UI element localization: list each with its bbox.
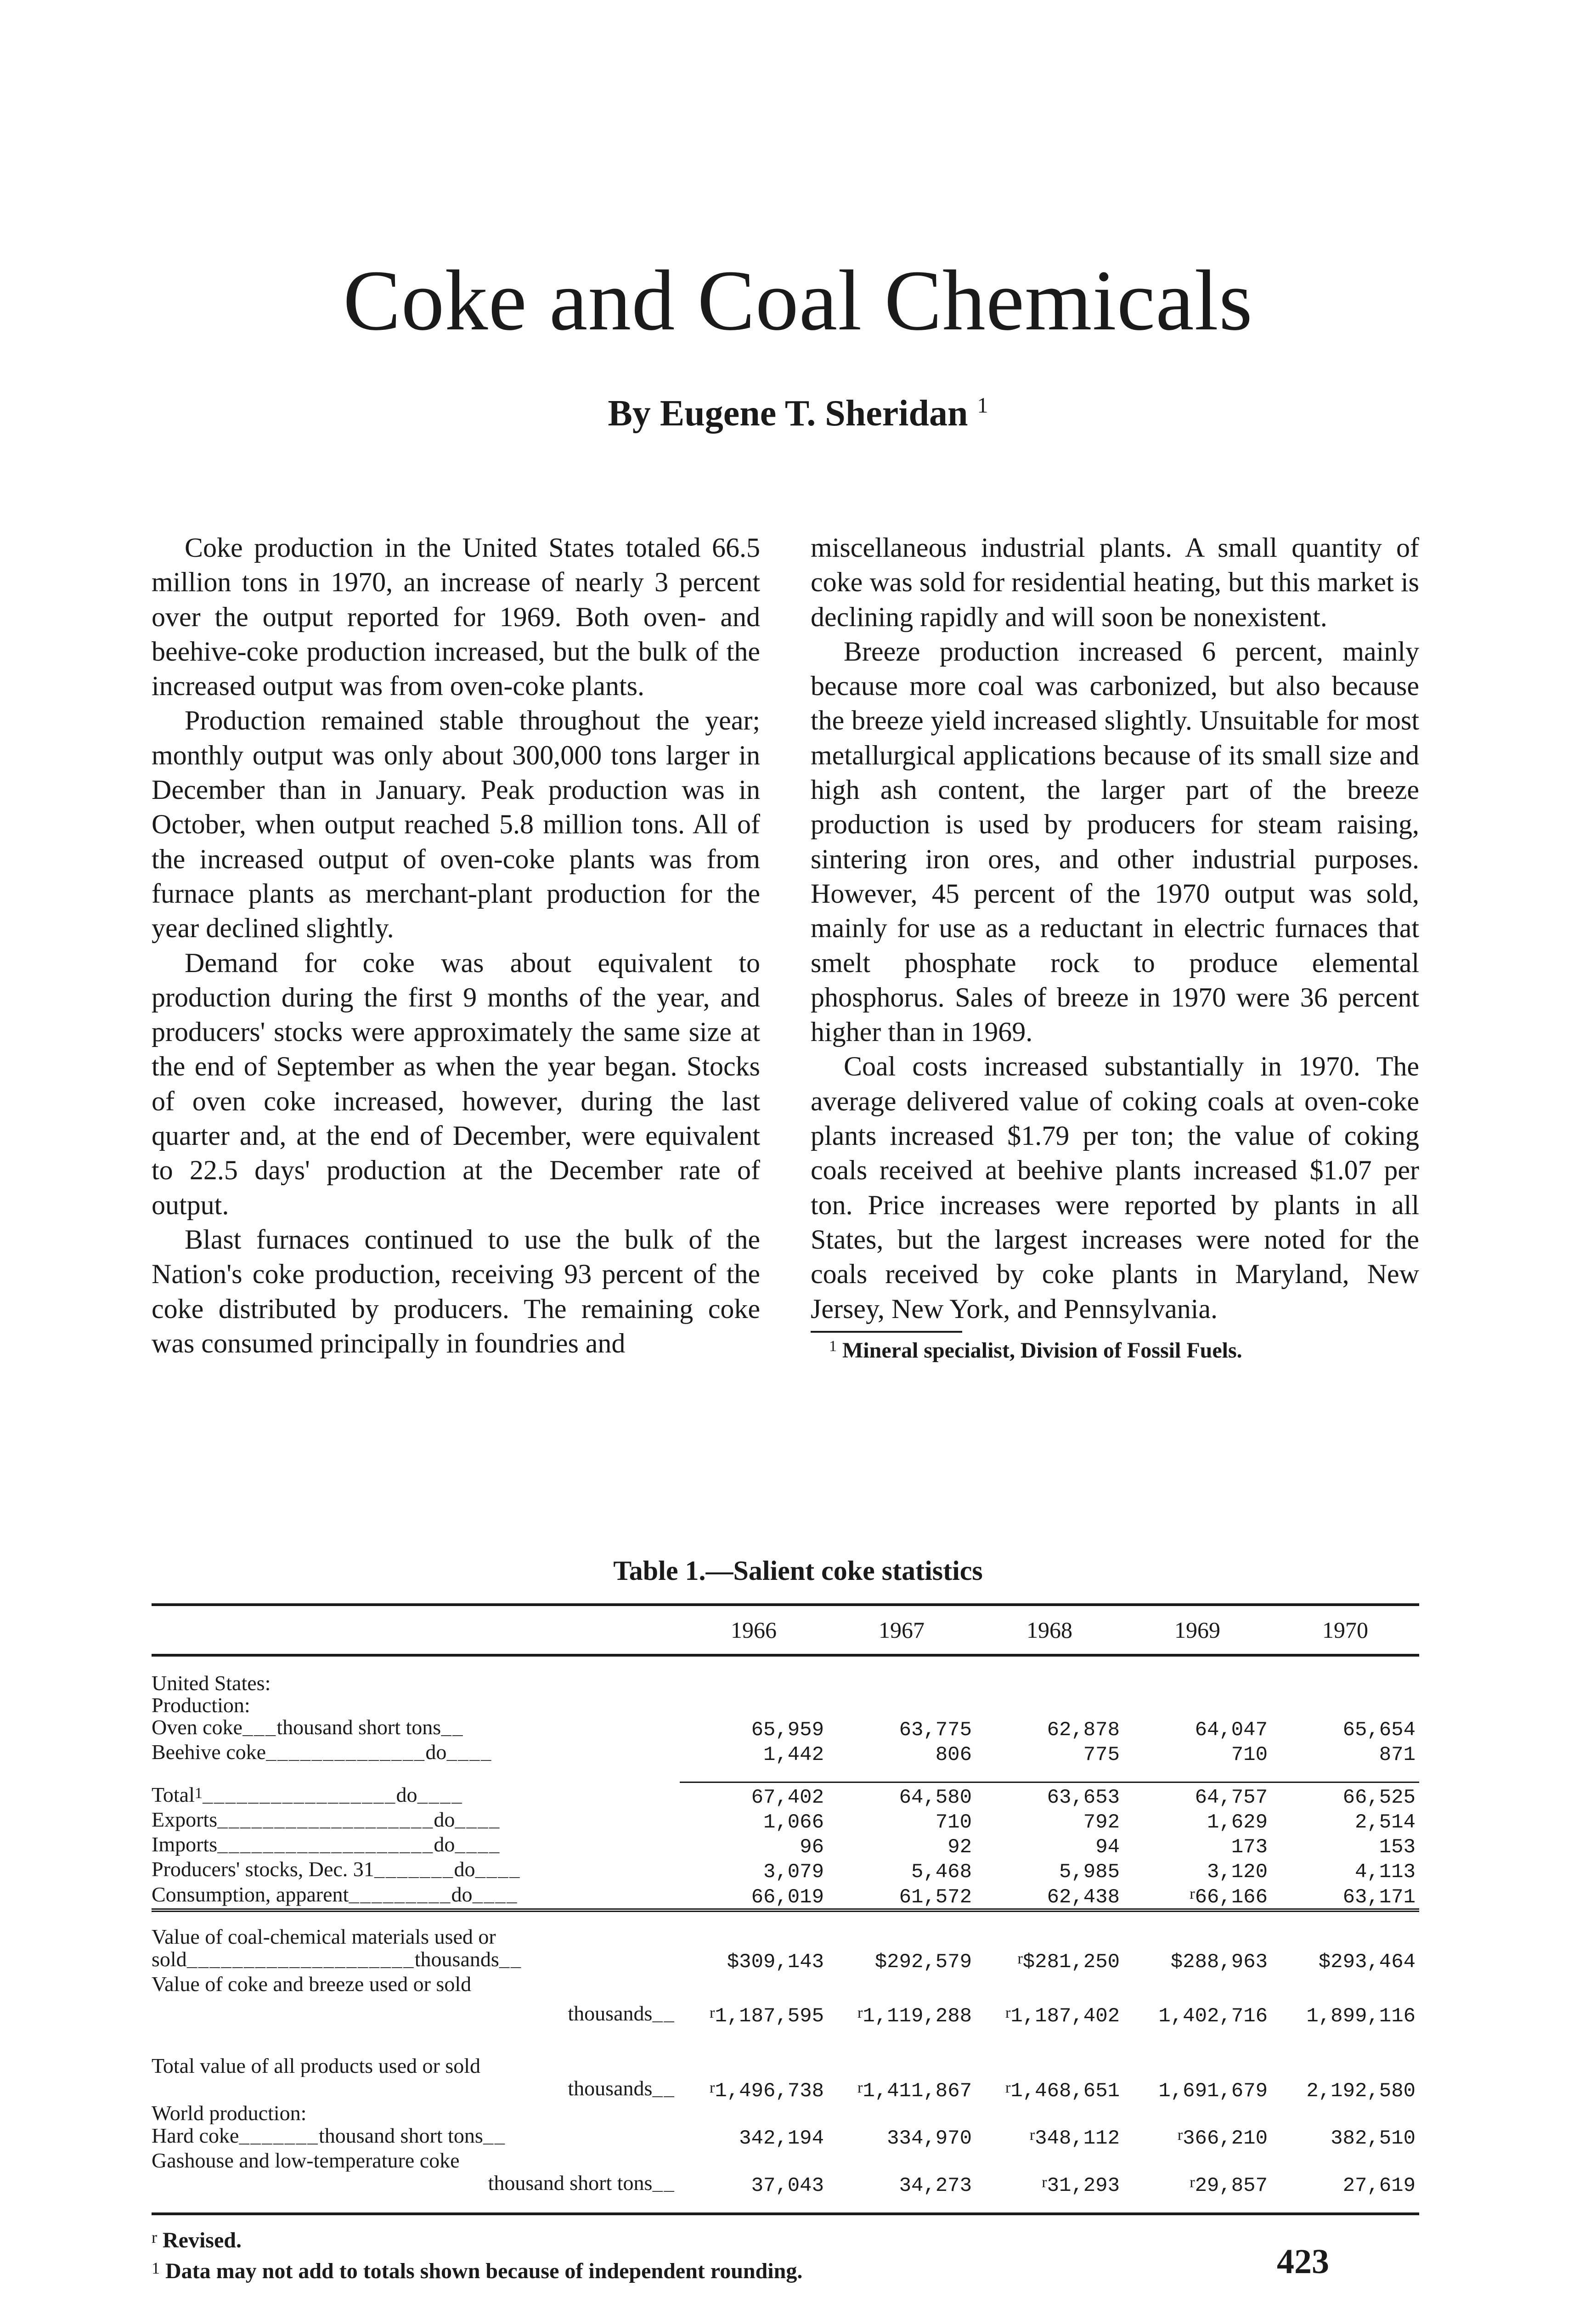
- section-label: World production:: [152, 2102, 307, 2124]
- table-cell: 65,959: [751, 1719, 824, 1742]
- paragraph: Coal costs increased substantially in 1970. The average delivered value of coking coals at oven-coke plants increased $1.79 per ton; the value of coking coals received at beehive plants increased $1.07 per ton. Price increases were reported by plants in all States, but the largest increases were noted for the coals received by coke plants in Maryland, New Jersey, New York, and Pennsylvania.: [811, 1051, 1419, 1324]
- table-cell: 62,878: [1047, 1719, 1120, 1742]
- paragraph: miscellaneous industrial plants. A small quantity of coke was sold for residential heating, but this market is declining rapidly and will soon be nonexistent.: [811, 532, 1419, 632]
- table-cell: 775: [1083, 1743, 1120, 1766]
- row-label: Imports___________________do____: [152, 1833, 501, 1857]
- table-row: [152, 2124, 1419, 2150]
- table-cell: 63,653: [976, 1782, 1123, 1809]
- table-cell: 173: [1231, 1835, 1268, 1859]
- table-cell: 710: [935, 1810, 972, 1834]
- paragraph: Production remained stable throughout the year; monthly output was only about 300,000 tons larger in December than in January. Peak production was in October, when output reached 5.8 million tons. All of the increased output of oven-coke plants was from furnace plants as merchant-plant production for the year declined slightly.: [152, 705, 760, 944]
- table-cell: r1,187,402: [1005, 2004, 1120, 2028]
- page-number: 423: [1277, 2242, 1329, 2281]
- left-column: [152, 531, 760, 1361]
- table-row: [152, 2077, 1419, 2102]
- header-year: 1969: [1123, 1605, 1271, 1655]
- table-cell: 66,019: [751, 1885, 824, 1909]
- header-year: 1970: [1271, 1605, 1419, 1655]
- author-name: By Eugene T. Sheridan: [608, 393, 968, 434]
- table-cell: r$281,250: [1017, 1950, 1120, 1974]
- table-row: [152, 2172, 1419, 2197]
- table-cell: 710: [1231, 1743, 1268, 1766]
- table-cell: 806: [935, 1743, 972, 1766]
- page-title: Coke and Coal Chemicals: [343, 252, 1253, 348]
- table-cell: 62,438: [1047, 1885, 1120, 1909]
- table-row: [152, 1809, 1419, 1833]
- table-cell: 4,113: [1354, 1860, 1416, 1884]
- table-cell: $288,963: [1170, 1950, 1268, 1974]
- table-footnotes: [152, 2223, 1419, 2285]
- table-header-row: [152, 1605, 1419, 1655]
- table-row: [152, 1782, 1419, 1809]
- table-row: [152, 1716, 1419, 1741]
- table-cell: 1,691,679: [1158, 2079, 1268, 2103]
- row-label: sold____________________thousands__: [152, 1947, 522, 1972]
- table-cell: r1,496,738: [710, 2079, 824, 2103]
- table-cell: 334,970: [887, 2127, 972, 2150]
- table-footnote: $^r$ Revised.: [152, 2228, 242, 2252]
- salient-statistics-table: [152, 1603, 1419, 2285]
- table-cell: r1,411,867: [857, 2079, 972, 2103]
- table-footnote: $^1$ Data may not add to totals shown because of independent rounding.: [152, 2258, 803, 2283]
- author-footnote: [811, 1333, 1419, 1364]
- table-cell: 27,619: [1342, 2174, 1416, 2197]
- paragraph: Breeze production increased 6 percent, mainly because more coal was carbonized, but also because the breeze yield increased slightly. Unsuitable for most metallurgical applications because of its small size and high ash content, the larger part of the breeze production is used by producers for steam raising, sintering iron ores, and other industrial purposes. However, 45 percent of the 1970 output was sold, mainly for use as a reductant in electric furnaces that smelt phosphate rock to produce elemental phosphorus. Sales of breeze in 1970 were 36 percent higher than in 1969.: [811, 636, 1419, 1047]
- table-cell: 5,985: [1059, 1860, 1120, 1884]
- table-cell: $292,579: [874, 1950, 972, 1974]
- byline-footnote-mark: 1: [977, 393, 988, 418]
- table-cell: 37,043: [751, 2174, 824, 2197]
- table-cell: r1,119,288: [857, 2004, 972, 2028]
- paragraph: Demand for coke was about equivalent to production during the first 9 months of the year, and producers' stocks were approximately the same size at the end of September as when the year began. Stocks of oven coke increased, however, during the last quarter and, at the end of December, were equivalent to 22.5 days' production at the December rate of output.: [152, 947, 760, 1220]
- table-row: [152, 1694, 1419, 1716]
- row-label: Beehive coke______________do____: [152, 1741, 492, 1765]
- table-cell: 63,775: [899, 1719, 972, 1742]
- table-row: [152, 1883, 1419, 1910]
- table-cell: 1,629: [1207, 1810, 1268, 1834]
- row-label: Value of coke and breeze used or sold: [152, 1973, 472, 1995]
- table-row: [152, 1833, 1419, 1858]
- row-label: Exports___________________do____: [152, 1808, 501, 1832]
- table-cell: 382,510: [1331, 2127, 1416, 2150]
- table-title: Table 1.—Salient coke statistics: [613, 1556, 983, 1586]
- table-cell: 5,468: [911, 1860, 972, 1884]
- table-cell: 792: [1083, 1810, 1120, 1834]
- row-label: Total value of all products used or sold: [152, 2054, 481, 2077]
- row-label: Oven coke___thousand short tons__: [152, 1716, 464, 1740]
- table-cell: 1,066: [763, 1810, 824, 1834]
- footnote-text: Mineral specialist, Division of Fossil Fuels.: [842, 1338, 1242, 1363]
- table-cell: $293,464: [1318, 1950, 1416, 1974]
- table-row: [152, 1948, 1419, 1973]
- header-year: 1968: [976, 1605, 1123, 1655]
- paragraph: Coke production in the United States totaled 66.5 million tons in 1970, an increase of nearly 3 percent over the output reported for 1969. Both oven- and beehive-coke production increased, but the bulk of the increased output was from oven-coke plants.: [152, 532, 760, 702]
- table-cell: 61,572: [899, 1885, 972, 1909]
- stats-table: [152, 1603, 1419, 2212]
- table-row: [152, 2150, 1419, 2172]
- table-cell: 34,273: [899, 2174, 972, 2197]
- header-year: 1966: [680, 1605, 828, 1655]
- table-cell: 63,171: [1342, 1885, 1416, 1909]
- section-label: United States:: [152, 1672, 271, 1694]
- section-label: Production:: [152, 1694, 250, 1716]
- table-cell: r366,210: [1177, 2126, 1268, 2150]
- table-row: [152, 2055, 1419, 2077]
- table-row: [152, 2102, 1419, 2124]
- row-label: Value of coal-chemical materials used or: [152, 1925, 496, 1948]
- table-cell: 871: [1379, 1743, 1416, 1766]
- table-row: [152, 1858, 1419, 1883]
- row-label: thousand short tons__: [488, 2171, 675, 2195]
- header-blank: [152, 1605, 680, 1655]
- row-label: Total$^1$_________________do____: [152, 1782, 463, 1807]
- table-row: [152, 1926, 1419, 1948]
- table-cell: 67,402: [680, 1782, 828, 1809]
- row-label: Hard coke_______thousand short tons__: [152, 2124, 506, 2148]
- table-row: [152, 1995, 1419, 2027]
- row-label: Producers' stocks, Dec. 31_______do____: [152, 1858, 521, 1882]
- table-cell: 153: [1379, 1835, 1416, 1859]
- byline: [0, 393, 1596, 435]
- row-label: thousands__: [568, 2001, 675, 2026]
- table-cell: r31,293: [1042, 2173, 1120, 2197]
- table-cell: r29,857: [1190, 2173, 1268, 2197]
- table-cell: r66,166: [1190, 1885, 1268, 1909]
- table-row: [152, 1741, 1419, 1766]
- table-cell: 96: [800, 1835, 824, 1859]
- table-cell: 65,654: [1342, 1719, 1416, 1742]
- header-year: 1967: [828, 1605, 976, 1655]
- table-cell: 3,079: [763, 1860, 824, 1884]
- table-cell: 2,192,580: [1306, 2079, 1416, 2103]
- table-cell: 64,047: [1195, 1719, 1268, 1742]
- row-label: thousands__: [568, 2076, 675, 2101]
- row-label: Consumption, apparent_________do____: [152, 1883, 518, 1907]
- row-label: Gashouse and low-temperature coke: [152, 2149, 460, 2172]
- table-cell: 3,120: [1207, 1860, 1268, 1884]
- table-cell: 66,525: [1271, 1782, 1419, 1809]
- footnote-mark: 1: [829, 1337, 837, 1355]
- table-cell: r1,468,651: [1005, 2079, 1120, 2103]
- paragraph: Blast furnaces continued to use the bulk of the Nation's coke production, receiving 93 percent of the coke distributed by producers. The remaining coke was consumed principally in foundries and: [152, 1224, 760, 1358]
- table-cell: 1,402,716: [1158, 2004, 1268, 2028]
- table-row: [152, 1672, 1419, 1694]
- right-column: [811, 531, 1419, 1364]
- table-cell: 94: [1095, 1835, 1120, 1859]
- table-cell: 1,899,116: [1306, 2004, 1416, 2028]
- table-cell: 64,757: [1123, 1782, 1271, 1809]
- table-cell: $309,143: [727, 1950, 824, 1974]
- table-cell: 2,514: [1354, 1810, 1416, 1834]
- table-cell: 1,442: [763, 1743, 824, 1766]
- table-cell: 342,194: [739, 2127, 824, 2150]
- table-row: [152, 1973, 1419, 1995]
- table-cell: 92: [947, 1835, 972, 1859]
- table-bottom-rule: [152, 2212, 1419, 2215]
- table-cell: r348,112: [1029, 2126, 1120, 2150]
- table-cell: r1,187,595: [710, 2004, 824, 2028]
- table-cell: 64,580: [828, 1782, 976, 1809]
